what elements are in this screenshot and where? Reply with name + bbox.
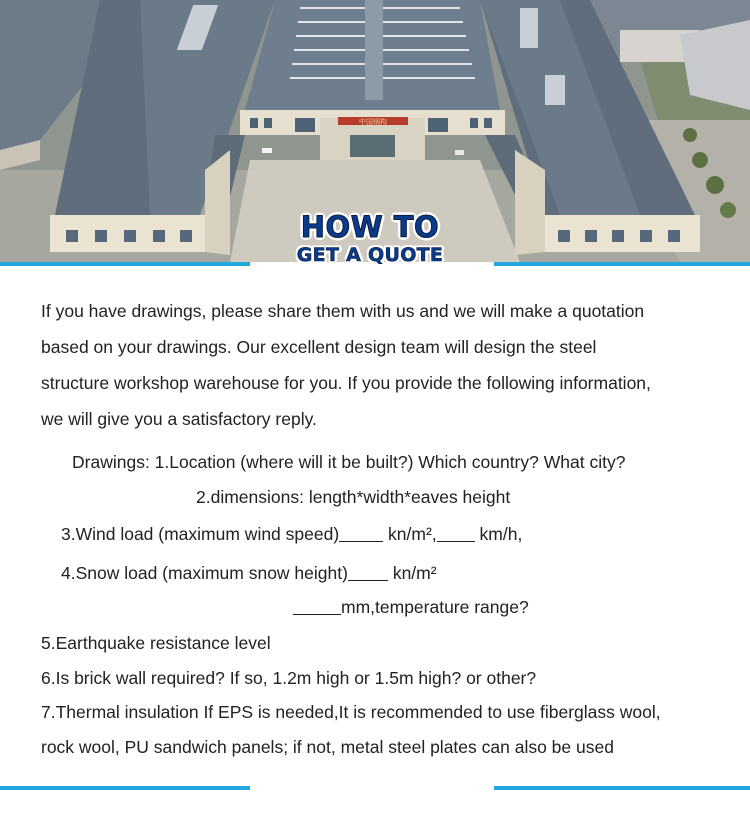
wind-load-unit: kn/m², xyxy=(388,524,437,544)
intro-line: we will give you a satisfactory reply. xyxy=(41,409,317,429)
heading-line-1: HOW TO xyxy=(300,210,440,244)
item-earthquake: 5.Earthquake resistance level xyxy=(41,633,271,653)
bottom-divider-left xyxy=(0,786,250,790)
intro-line: based on your drawings. Our excellent design team will design the steel xyxy=(41,337,597,357)
factory-sign: 中国钢构 xyxy=(359,118,387,126)
item-brick-wall: 6.Is brick wall required? If so, 1.2m high or 1.5m high? or other? xyxy=(41,668,537,688)
item-drawings: Drawings: 1.Location (where will it be built?) Which country? What city? xyxy=(72,452,626,472)
item-insulation-continued: rock wool, PU sandwich panels; if not, metal steel plates can also be used xyxy=(41,737,614,757)
item-temperature xyxy=(293,595,529,619)
heading-line-2: GET A QUOTE xyxy=(296,244,444,266)
wind-speed-blank xyxy=(437,524,475,542)
item-snow-load xyxy=(61,561,437,585)
intro-line: structure workshop warehouse for you. If you provide the following information, xyxy=(41,373,651,393)
wind-load-blank xyxy=(339,524,383,542)
section-heading xyxy=(250,210,490,266)
intro-line: If you have drawings, please share them with us and we will make a quotation xyxy=(41,301,645,321)
snow-load-blank xyxy=(348,563,388,581)
temperature-label: mm,temperature range? xyxy=(341,597,529,617)
wind-speed-unit: km/h, xyxy=(479,524,523,544)
divider-left xyxy=(0,262,250,266)
snow-height-blank xyxy=(293,597,341,615)
snow-load-unit: kn/m² xyxy=(392,563,437,583)
item-wind-load xyxy=(61,522,522,546)
wind-load-label: 3.Wind load (maximum wind speed) xyxy=(61,524,340,544)
bottom-divider-right xyxy=(494,786,750,790)
divider-right xyxy=(494,262,750,266)
snow-load-label: 4.Snow load (maximum snow height) xyxy=(61,563,348,583)
item-dimensions: 2.dimensions: length*width*eaves height xyxy=(196,487,511,507)
item-insulation: 7.Thermal insulation If EPS is needed,It is recommended to use fiberglass wool, xyxy=(41,702,661,722)
